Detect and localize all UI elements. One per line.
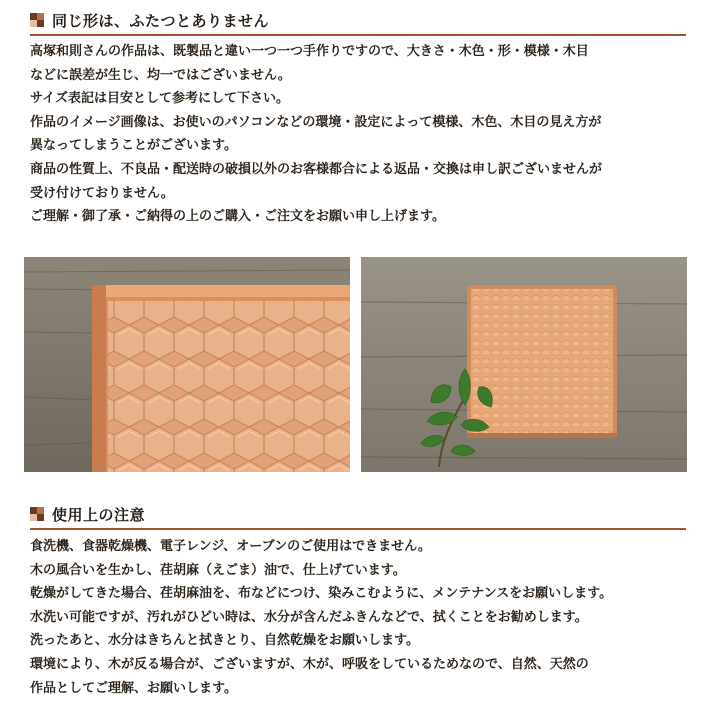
usage-line: 環境により、木が反る場合が、ございますが、木が、呼吸をしているためなので、自然、天然の [30, 656, 589, 672]
usage-text-block [30, 535, 690, 700]
section-divider [30, 34, 686, 36]
usage-line: 乾燥がしてきた場合、荏胡麻油を、布などにつけ、染みこむように、メンテナンスをお願いします。 [30, 586, 613, 602]
usage-line: 食洗機、食器乾燥機、電子レンジ、オーブンのご使用はできません。 [30, 539, 431, 554]
notice-line: 商品の性質上、不良品・配送時の破損以外のお客様都合による返品・交換は申し訳ございませんが [30, 161, 603, 177]
square-bullet-icon [30, 507, 44, 521]
section-header-usage-notes [0, 502, 710, 528]
notice-line: 作品のイメージ画像は、お使いのパソコンなどの環境・設定によって模様、木色、木目の見え方が [30, 114, 602, 130]
section-divider [30, 528, 686, 530]
notice-line: 受け付けておりません。 [30, 185, 174, 201]
section-header-identical [0, 8, 710, 34]
product-photo-square-tray [361, 257, 687, 472]
section-title: 使用上の注意 [52, 506, 146, 524]
notice-line: 高塚和則さんの作品は、既製品と違い一つ一つ手作りですので、大きさ・木色・形・模様・木目 [30, 44, 589, 59]
usage-line: 作品としてご理解、お願いします。 [30, 680, 237, 696]
notice-line: サイズ表記は目安として参考にして下さい。 [30, 91, 289, 107]
notice-text-block [30, 40, 690, 229]
product-photo-carved-tray [24, 257, 350, 472]
usage-line: 木の風合いを生かし、荏胡麻（えごま）油で、仕上げています。 [30, 562, 406, 578]
usage-line: 洗ったあと、水分はきちんと拭きとり、自然乾燥をお願いします。 [30, 633, 419, 649]
square-bullet-icon [30, 13, 44, 27]
notice-line: 異なってしまうことがございます。 [30, 138, 237, 154]
usage-line: 水洗い可能ですが、汚れがひどい時は、水分が含んだふきんなどで、拭くことをお勧めします。 [30, 609, 588, 625]
section-title: 同じ形は、ふたつとありません [52, 12, 270, 30]
notice-line: ご理解・御了承・ご納得の上のご購入・ご注文をお願い申し上げます。 [30, 209, 445, 225]
notice-line: などに誤差が生じ、均一ではございません。 [30, 67, 291, 83]
